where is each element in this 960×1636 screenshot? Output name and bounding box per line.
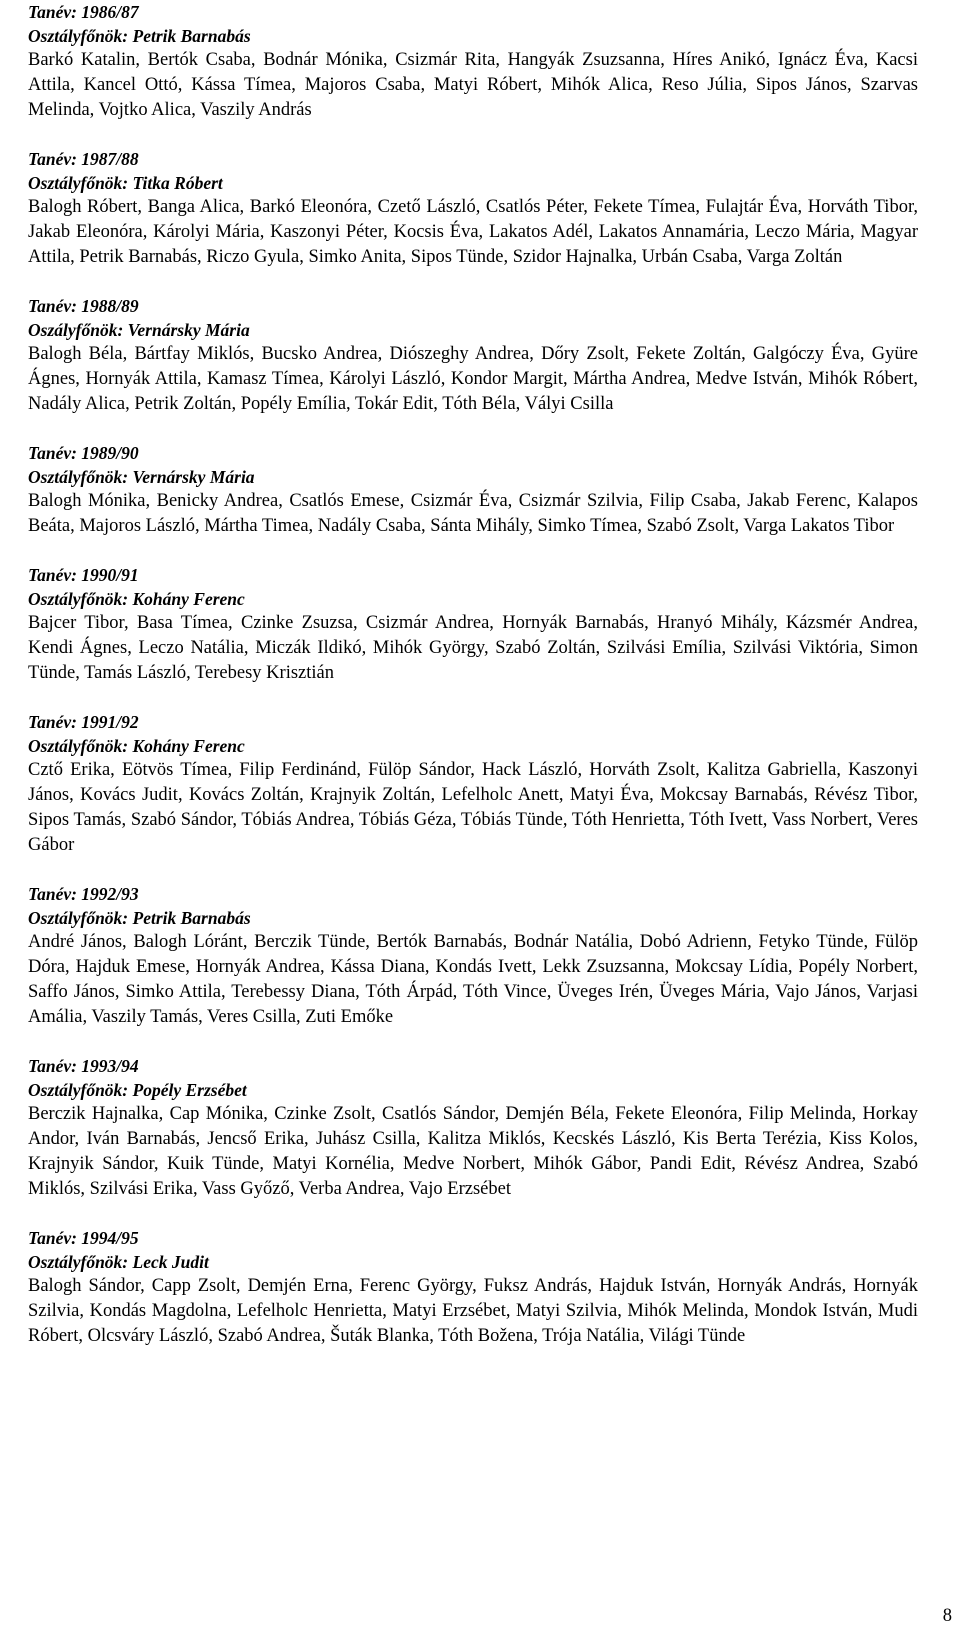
student-list: Cztő Erika, Eötvös Tímea, Filip Ferdinánd, Fülöp Sándor, Hack László, Horváth Zsolt, Kalitza Gabriella, Kaszonyi János, Kovács Judit, Kovács Zoltán, Krajnyik Zoltán, Lefelholc Anett, Matyi Éva, Mokcsay Barnabás, Révész Tibor, Sipos Tamás, Szabó Sándor, Tóbiás Andrea, Tóbiás Géza, Tóbiás Tünde, Tóth Henrietta, Tóth Ivett, Vass Norbert, Veres Gábor	[28, 760, 918, 855]
student-list: Balogh Béla, Bártfay Miklós, Bucsko Andrea, Diószeghy Andrea, Dőry Zsolt, Fekete Zoltán, Galgóczy Éva, Gyüre Ágnes, Hornyák Attila, Kamasz Tímea, Károlyi László, Kondor Margit, Mártha Andrea, Medve István, Mihók Róbert, Nadály Alica, Petrik Zoltán, Popély Emília, Tokár Edit, Tóth Béla, Vályi Csilla	[28, 344, 918, 414]
school-year-heading: Tanév: 1991/92	[28, 712, 139, 732]
school-year-heading: Tanév: 1989/90	[28, 443, 139, 463]
student-list: Berczik Hajnalka, Cap Mónika, Czinke Zsolt, Csatlós Sándor, Demjén Béla, Fekete Eleonóra, Filip Melinda, Horkay Andor, Iván Barnabás, Jencső Erika, Juhász Csilla, Kalitza Miklós, Kecskés László, Kis Berta Terézia, Kiss Kolos, Krajnyik Sándor, Kuik Tünde, Matyi Kornélia, Medve Norbert, Mihók Gábor, Pandi Edit, Révész Andrea, Szabó Miklós, Szilvási Erika, Vass Győző, Verba Andrea, Vajo Erzsébet	[28, 1104, 918, 1199]
student-list: Balogh Sándor, Capp Zsolt, Demjén Erna, Ferenc György, Fuksz András, Hajduk István, Hornyák András, Hornyák Szilvia, Kondás Magdolna, Lefelholc Henrietta, Matyi Erzsébet, Matyi Szilvia, Mihók Melinda, Mondok István, Mudi Róbert, Olcsváry László, Szabó Andrea, Šuták Blanka, Tóth Božena, Trója Natália, Világi Tünde	[28, 1276, 918, 1346]
class-entry-1986-87	[28, 0, 918, 123]
class-teacher-heading: Osztályfőnök: Petrik Barnabás	[28, 908, 251, 928]
school-year-heading: Tanév: 1994/95	[28, 1228, 139, 1248]
school-year-heading: Tanév: 1987/88	[28, 149, 139, 169]
class-teacher-heading: Osztályfőnök: Titka Róbert	[28, 173, 223, 193]
student-list: Balogh Róbert, Banga Alica, Barkó Eleonóra, Czető László, Csatlós Péter, Fekete Tímea, Fulajtár Éva, Horváth Tibor, Jakab Eleonóra, Károlyi Mária, Kaszonyi Péter, Kocsis Éva, Lakatos Adél, Lakatos Annamária, Leczo Mária, Magyar Attila, Petrik Barnabás, Riczo Gyula, Simko Anita, Sipos Tünde, Szidor Hajnalka, Urbán Csaba, Varga Zoltán	[28, 197, 918, 267]
class-entry-1989-90	[28, 441, 918, 539]
class-entry-1993-94	[28, 1054, 918, 1202]
document-page	[28, 0, 918, 1349]
class-entry-1988-89	[28, 294, 918, 417]
student-list: Barkó Katalin, Bertók Csaba, Bodnár Mónika, Csizmár Rita, Hangyák Zsuzsanna, Híres Anikó, Ignácz Éva, Kacsi Attila, Kancel Ottó, Kássa Tímea, Majoros Csaba, Matyi Róbert, Mihók Alica, Reso Júlia, Sipos János, Szarvas Melinda, Vojtko Alica, Vaszily András	[28, 50, 918, 120]
class-teacher-heading: Osztályfőnök: Kohány Ferenc	[28, 736, 245, 756]
school-year-heading: Tanév: 1988/89	[28, 296, 139, 316]
student-list: André János, Balogh Lóránt, Berczik Tünde, Bertók Barnabás, Bodnár Natália, Dobó Adrienn, Fetyko Tünde, Fülöp Dóra, Hajduk Emese, Hornyák Andrea, Kássa Diana, Kondás Ivett, Lekk Zsuzsanna, Mokcsay Lídia, Popély Norbert, Saffo János, Simko Attila, Terebessy Diana, Tóth Árpád, Tóth Vince, Üveges Irén, Üveges Mária, Vajo János, Varjasi Amália, Vaszily Tamás, Veres Csilla, Zuti Emőke	[28, 932, 918, 1027]
class-teacher-heading: Osztályfőnök: Kohány Ferenc	[28, 589, 245, 609]
class-teacher-heading: Osztályfőnök: Vernársky Mária	[28, 467, 255, 487]
school-year-heading: Tanév: 1993/94	[28, 1056, 139, 1076]
class-teacher-heading: Osztályfőnök: Leck Judit	[28, 1252, 209, 1272]
student-list: Balogh Mónika, Benicky Andrea, Csatlós Emese, Csizmár Éva, Csizmár Szilvia, Filip Csaba, Jakab Ferenc, Kalapos Beáta, Majoros László, Mártha Timea, Nadály Csaba, Sánta Mihály, Simko Tímea, Szabó Zsolt, Varga Lakatos Tibor	[28, 491, 918, 536]
school-year-heading: Tanév: 1990/91	[28, 565, 139, 585]
class-teacher-heading: Osztályfőnök: Petrik Barnabás	[28, 26, 251, 46]
class-entry-1991-92	[28, 710, 918, 858]
class-entry-1990-91	[28, 563, 918, 686]
school-year-heading: Tanév: 1986/87	[28, 2, 139, 22]
student-list: Bajcer Tibor, Basa Tímea, Czinke Zsuzsa, Csizmár Andrea, Hornyák Barnabás, Hranyó Mihály, Kázsmér Andrea, Kendi Ágnes, Leczo Natália, Miczák Ildikó, Mihók György, Szabó Zoltán, Szilvási Emília, Szilvási Viktória, Simon Tünde, Tamás László, Terebesy Krisztián	[28, 613, 918, 683]
school-year-heading: Tanév: 1992/93	[28, 884, 139, 904]
class-entry-1992-93	[28, 882, 918, 1030]
class-entry-1994-95	[28, 1226, 918, 1349]
class-teacher-heading: Osztályfőnök: Popély Erzsébet	[28, 1080, 247, 1100]
class-entry-1987-88	[28, 147, 918, 270]
page-number: 8	[942, 1606, 952, 1626]
class-teacher-heading: Oszályfőnök: Vernársky Mária	[28, 320, 250, 340]
